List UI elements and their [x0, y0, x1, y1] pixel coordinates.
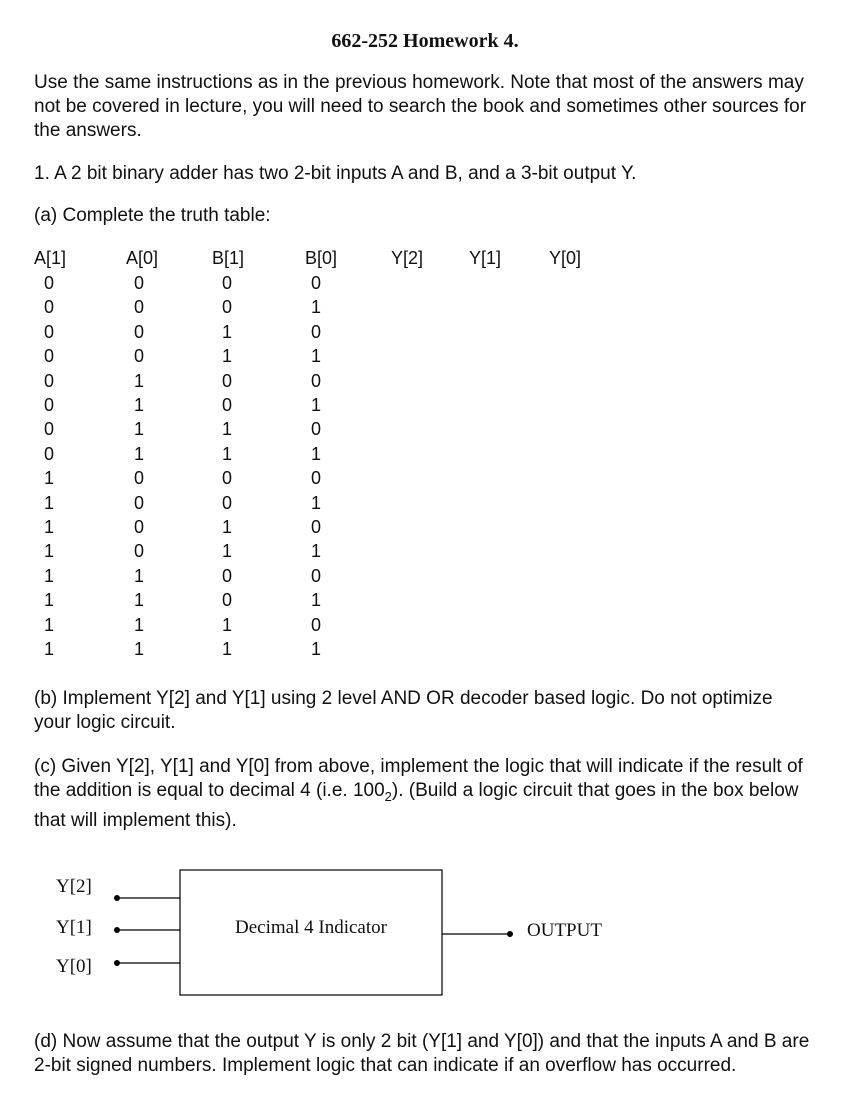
- cell-a0: 0: [134, 492, 145, 513]
- cell-b0: 1: [311, 443, 322, 464]
- cell-a1: 1: [44, 468, 55, 489]
- cell-y1: [469, 539, 549, 563]
- cell-b0: 1: [311, 590, 322, 611]
- question-1c: [34, 755, 814, 833]
- cell-a1: 0: [44, 443, 55, 464]
- table-row: [34, 539, 629, 563]
- cell-a0: 0: [134, 321, 145, 342]
- cell-b1: 1: [222, 541, 233, 562]
- cell-y2: [391, 271, 469, 295]
- table-row: [34, 442, 629, 466]
- cell-a1: 0: [44, 346, 55, 367]
- cell-b0: 0: [311, 370, 322, 391]
- cell-a1: 0: [44, 321, 55, 342]
- header-y1: Y[1]: [469, 247, 502, 268]
- header-b0: B[0]: [305, 247, 338, 268]
- cell-y2: [391, 417, 469, 441]
- cell-a1: 1: [44, 590, 55, 611]
- header-a1: A[1]: [34, 247, 67, 268]
- cell-a0: 1: [134, 370, 145, 391]
- intro-paragraph: Use the same instructions as in the previous homework. Note that most of the answers may not be covered in lecture, you will need to search the book and sometimes other sources for the answers.: [34, 72, 807, 141]
- cell-a0: 0: [134, 297, 145, 318]
- cell-b1: 0: [222, 565, 233, 586]
- cell-y0: [549, 320, 629, 344]
- cell-y2: [391, 588, 469, 612]
- cell-b0: 0: [311, 321, 322, 342]
- cell-b1: 1: [222, 614, 233, 635]
- cell-b1: 1: [222, 639, 233, 660]
- cell-y0: [549, 344, 629, 368]
- question-1a: (a) Complete the truth table:: [34, 205, 271, 226]
- table-row: [34, 637, 629, 661]
- cell-y0: [549, 539, 629, 563]
- question-1b: (b) Implement Y[2] and Y[1] using 2 level AND OR decoder based logic. Do not optimize your logic circuit.: [34, 688, 773, 733]
- cell-y1: [469, 491, 549, 515]
- table-row: [34, 515, 629, 539]
- decimal-4-indicator-diagram: [40, 860, 680, 1010]
- cell-b0: 0: [311, 614, 322, 635]
- input-dot-y0: [114, 960, 120, 966]
- cell-y1: [469, 369, 549, 393]
- table-row: [34, 295, 629, 319]
- cell-a0: 0: [134, 273, 145, 293]
- header-y0: Y[0]: [549, 247, 582, 268]
- question-1c-text-after: ). (Build a logic circuit that goes in the box below that will implement this).: [34, 780, 799, 831]
- cell-y0: [549, 588, 629, 612]
- cell-y2: [391, 491, 469, 515]
- cell-y0: [549, 417, 629, 441]
- cell-y0: [549, 564, 629, 588]
- cell-y0: [549, 515, 629, 539]
- cell-y0: [549, 369, 629, 393]
- cell-a0: 1: [134, 443, 145, 464]
- cell-b0: 1: [311, 297, 322, 318]
- table-row: [34, 369, 629, 393]
- cell-y0: [549, 613, 629, 637]
- cell-y0: [549, 466, 629, 490]
- cell-y1: [469, 320, 549, 344]
- cell-a0: 1: [134, 614, 145, 635]
- cell-y1: [469, 466, 549, 490]
- cell-b1: 1: [222, 346, 233, 367]
- input-dot-y2: [114, 895, 120, 901]
- cell-y1: [469, 344, 549, 368]
- header-y2: Y[2]: [391, 247, 424, 268]
- cell-y1: [469, 613, 549, 637]
- cell-y2: [391, 637, 469, 661]
- cell-a0: 1: [134, 639, 145, 660]
- question-1c-text-before: (c) Given Y[2], Y[1] and Y[0] from above, implement the logic that will indicate if the result of the addition is equal to decimal 4 (i.e. 100: [34, 756, 803, 801]
- cell-b1: 0: [222, 297, 233, 318]
- table-row: [34, 393, 629, 417]
- cell-a1: 1: [44, 639, 55, 660]
- cell-b0: 1: [311, 395, 322, 416]
- cell-a0: 0: [134, 468, 145, 489]
- page-title: 662-252 Homework 4.: [331, 30, 519, 52]
- cell-a1: 1: [44, 614, 55, 635]
- cell-a0: 0: [134, 541, 145, 562]
- cell-y1: [469, 271, 549, 295]
- cell-y2: [391, 320, 469, 344]
- input-dot-y1: [114, 927, 120, 933]
- table-row: [34, 466, 629, 490]
- cell-y2: [391, 466, 469, 490]
- input-label-y1: Y[1]: [56, 917, 92, 938]
- cell-y1: [469, 295, 549, 319]
- cell-y1: [469, 564, 549, 588]
- table-row: [34, 344, 629, 368]
- table-row: [34, 588, 629, 612]
- cell-b1: 0: [222, 395, 233, 416]
- cell-b1: 0: [222, 590, 233, 611]
- cell-b1: 1: [222, 517, 233, 538]
- table-row: [34, 417, 629, 441]
- cell-a1: 0: [44, 395, 55, 416]
- cell-y0: [549, 295, 629, 319]
- cell-b0: 0: [311, 419, 322, 440]
- question-1-stem: 1. A 2 bit binary adder has two 2-bit inputs A and B, and a 3-bit output Y.: [34, 163, 637, 184]
- cell-b1: 1: [222, 443, 233, 464]
- table-row: [34, 491, 629, 515]
- cell-y1: [469, 515, 549, 539]
- cell-b0: 1: [311, 639, 322, 660]
- cell-y2: [391, 515, 469, 539]
- cell-y1: [469, 637, 549, 661]
- header-b1: B[1]: [212, 247, 245, 268]
- truth-table: [34, 245, 629, 662]
- cell-y1: [469, 417, 549, 441]
- cell-b0: 0: [311, 517, 322, 538]
- cell-y2: [391, 393, 469, 417]
- cell-y0: [549, 393, 629, 417]
- table-row: [34, 271, 629, 295]
- cell-y0: [549, 637, 629, 661]
- cell-y0: [549, 442, 629, 466]
- cell-y1: [469, 442, 549, 466]
- cell-b0: 0: [311, 468, 322, 489]
- cell-y2: [391, 344, 469, 368]
- input-label-y2: Y[2]: [56, 876, 92, 897]
- cell-b1: 0: [222, 273, 233, 293]
- cell-a1: 1: [44, 492, 55, 513]
- cell-y2: [391, 613, 469, 637]
- output-dot: [507, 931, 513, 937]
- truth-table-header-row: [34, 245, 629, 271]
- cell-a0: 0: [134, 517, 145, 538]
- cell-b0: 0: [311, 273, 322, 293]
- cell-a1: 0: [44, 419, 55, 440]
- table-row: [34, 564, 629, 588]
- cell-a0: 1: [134, 565, 145, 586]
- table-row: [34, 320, 629, 344]
- cell-a0: 1: [134, 395, 145, 416]
- cell-b1: 0: [222, 370, 233, 391]
- indicator-box-label: Decimal 4 Indicator: [235, 917, 387, 938]
- cell-b1: 0: [222, 468, 233, 489]
- question-1d: (d) Now assume that the output Y is only 2 bit (Y[1] and Y[0]) and that the inputs A and B are 2-bit signed numbers. Implement logic that can indicate if an overflow has occurred.: [34, 1031, 810, 1076]
- cell-b0: 1: [311, 541, 322, 562]
- cell-b1: 1: [222, 321, 233, 342]
- cell-b1: 1: [222, 419, 233, 440]
- cell-a1: 1: [44, 541, 55, 562]
- cell-a0: 1: [134, 590, 145, 611]
- cell-a1: 0: [44, 297, 55, 318]
- cell-b1: 0: [222, 492, 233, 513]
- cell-y2: [391, 442, 469, 466]
- cell-y2: [391, 295, 469, 319]
- cell-a0: 0: [134, 346, 145, 367]
- input-label-y0: Y[0]: [56, 956, 92, 977]
- cell-y1: [469, 588, 549, 612]
- cell-y2: [391, 564, 469, 588]
- output-label: OUTPUT: [527, 920, 602, 941]
- header-a0: A[0]: [126, 247, 159, 268]
- cell-b0: 1: [311, 346, 322, 367]
- cell-a1: 1: [44, 517, 55, 538]
- table-row: [34, 613, 629, 637]
- cell-y2: [391, 369, 469, 393]
- cell-b0: 1: [311, 492, 322, 513]
- cell-a1: 0: [44, 273, 55, 293]
- cell-y1: [469, 393, 549, 417]
- cell-a1: 1: [44, 565, 55, 586]
- question-1c-subscript: 2: [384, 788, 392, 804]
- cell-b0: 0: [311, 565, 322, 586]
- cell-y2: [391, 539, 469, 563]
- cell-y0: [549, 491, 629, 515]
- cell-a1: 0: [44, 370, 55, 391]
- cell-a0: 1: [134, 419, 145, 440]
- cell-y0: [549, 271, 629, 295]
